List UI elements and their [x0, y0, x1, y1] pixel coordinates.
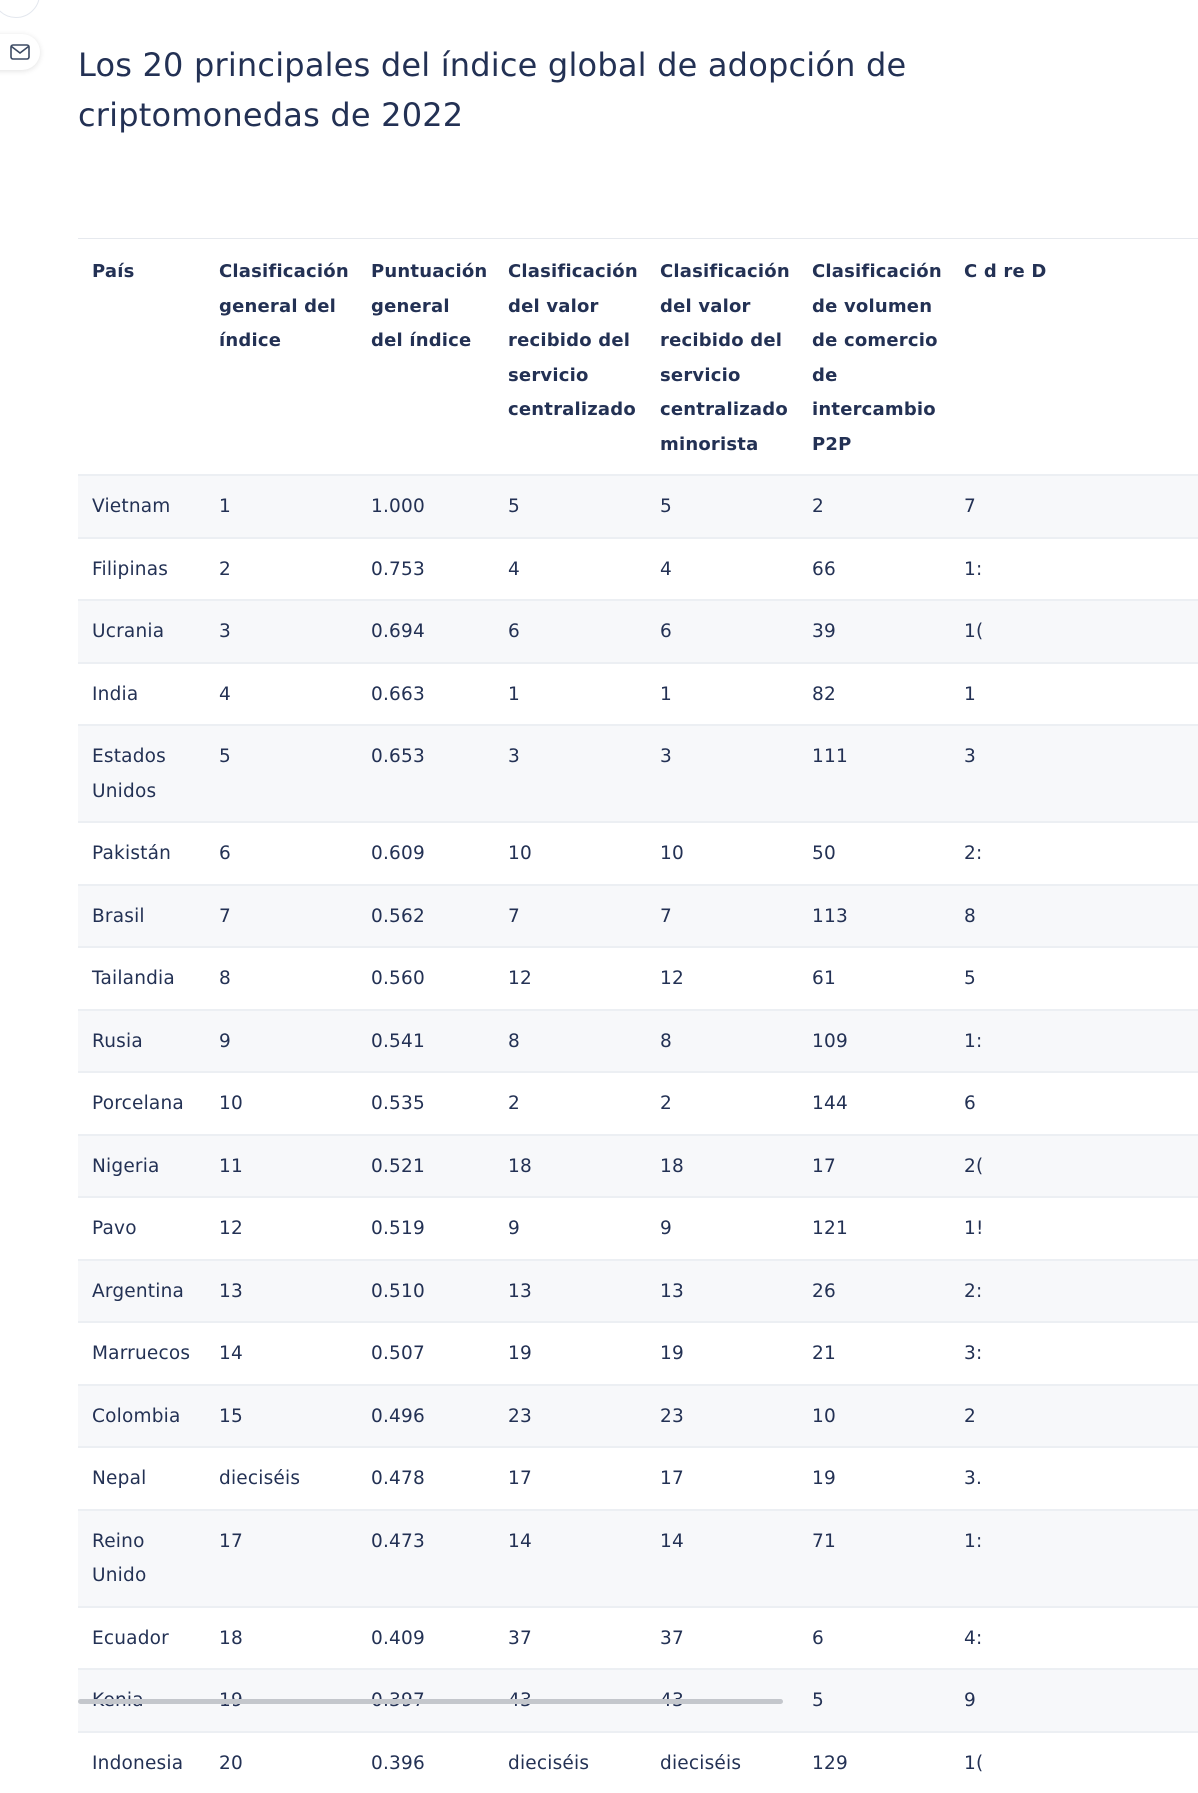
cell-retail-centralized-rank: 6 [646, 600, 798, 663]
cell-retail-centralized-rank: 8 [646, 1010, 798, 1073]
table-row [78, 475, 1198, 538]
table-row [78, 1607, 1198, 1670]
header-centralized-rank: Clasificación del valor recibido del servicio centralizado [494, 239, 646, 476]
cell-overall-score: 0.663 [357, 663, 494, 726]
cell-centralized-rank: 9 [494, 1197, 646, 1260]
cell-retail-centralized-rank: 12 [646, 947, 798, 1010]
cell-retail-centralized-rank: 14 [646, 1510, 798, 1607]
cell-overall-score: 0.609 [357, 822, 494, 885]
table-row [78, 663, 1198, 726]
cell-country: Tailandia [78, 947, 205, 1010]
cell-retail-centralized-rank: dieciséis [646, 1732, 798, 1793]
cell-retail-centralized-rank: 10 [646, 822, 798, 885]
cell-p2p-rank: 6 [798, 1607, 950, 1670]
cell-country: Ecuador [78, 1607, 205, 1670]
cell-retail-centralized-rank: 5 [646, 475, 798, 538]
cell-centralized-rank: 13 [494, 1260, 646, 1323]
cell-country: Ucrania [78, 600, 205, 663]
cell-overall-rank: 1 [205, 475, 357, 538]
cell-country: India [78, 663, 205, 726]
table-scroll-container[interactable] [78, 238, 978, 1704]
cell-defi-rank: 1: [950, 1510, 1198, 1607]
cell-centralized-rank: dieciséis [494, 1732, 646, 1793]
cell-country: Nepal [78, 1447, 205, 1510]
cell-country: Estados Unidos [78, 725, 205, 822]
cell-defi-rank: 3 [950, 725, 1198, 822]
cell-overall-rank: 4 [205, 663, 357, 726]
cell-defi-rank: 8 [950, 885, 1198, 948]
cell-overall-score: 0.521 [357, 1135, 494, 1198]
table-row [78, 1732, 1198, 1793]
table-row [78, 1197, 1198, 1260]
cell-retail-centralized-rank: 3 [646, 725, 798, 822]
cell-overall-score: 0.541 [357, 1010, 494, 1073]
cell-p2p-rank: 61 [798, 947, 950, 1010]
page-title: Los 20 principales del índice global de adopción de criptomonedas de 2022 [78, 40, 978, 140]
table-row [78, 1385, 1198, 1448]
cell-retail-centralized-rank: 7 [646, 885, 798, 948]
cell-overall-score: 0.519 [357, 1197, 494, 1260]
cell-defi-rank: 9 [950, 1669, 1198, 1732]
cell-overall-score: 0.478 [357, 1447, 494, 1510]
cell-overall-score: 0.507 [357, 1322, 494, 1385]
cell-defi-rank: 1 [950, 663, 1198, 726]
cell-p2p-rank: 5 [798, 1669, 950, 1732]
header-defi-rank: C d re D [950, 239, 1198, 476]
cell-p2p-rank: 82 [798, 663, 950, 726]
cell-p2p-rank: 2 [798, 475, 950, 538]
cell-defi-rank: 3. [950, 1447, 1198, 1510]
cell-overall-rank: 12 [205, 1197, 357, 1260]
table-row [78, 1072, 1198, 1135]
cell-defi-rank: 1! [950, 1197, 1198, 1260]
table-row [78, 1010, 1198, 1073]
header-p2p-rank: Clasificación de volumen de comercio de intercambio P2P [798, 239, 950, 476]
cell-retail-centralized-rank: 37 [646, 1607, 798, 1670]
table-row [78, 538, 1198, 601]
cell-p2p-rank: 129 [798, 1732, 950, 1793]
cell-country: Pakistán [78, 822, 205, 885]
cell-centralized-rank: 19 [494, 1322, 646, 1385]
cell-centralized-rank: 37 [494, 1607, 646, 1670]
cell-country: Marruecos [78, 1322, 205, 1385]
cell-centralized-rank: 17 [494, 1447, 646, 1510]
mail-icon [10, 44, 30, 60]
cell-centralized-rank: 1 [494, 663, 646, 726]
cell-p2p-rank: 113 [798, 885, 950, 948]
cell-p2p-rank: 17 [798, 1135, 950, 1198]
cell-overall-rank: 13 [205, 1260, 357, 1323]
cell-p2p-rank: 121 [798, 1197, 950, 1260]
cell-overall-score: 1.000 [357, 475, 494, 538]
cell-defi-rank: 3: [950, 1322, 1198, 1385]
table-row [78, 885, 1198, 948]
cell-country: Vietnam [78, 475, 205, 538]
cell-retail-centralized-rank: 9 [646, 1197, 798, 1260]
cell-overall-rank: 6 [205, 822, 357, 885]
cell-retail-centralized-rank: 1 [646, 663, 798, 726]
cell-retail-centralized-rank: 18 [646, 1135, 798, 1198]
cell-country: Argentina [78, 1260, 205, 1323]
cell-retail-centralized-rank: 13 [646, 1260, 798, 1323]
cell-defi-rank: 5 [950, 947, 1198, 1010]
table-row [78, 1260, 1198, 1323]
cell-defi-rank: 2: [950, 822, 1198, 885]
table-header-row [78, 239, 1198, 476]
cell-overall-rank: 14 [205, 1322, 357, 1385]
table-row [78, 822, 1198, 885]
cell-centralized-rank: 3 [494, 725, 646, 822]
cell-p2p-rank: 111 [798, 725, 950, 822]
table-row [78, 600, 1198, 663]
cell-overall-score: 0.496 [357, 1385, 494, 1448]
cell-overall-rank: 15 [205, 1385, 357, 1448]
cell-country: Reino Unido [78, 1510, 205, 1607]
cell-overall-rank: dieciséis [205, 1447, 357, 1510]
cell-country: Pavo [78, 1197, 205, 1260]
cell-p2p-rank: 19 [798, 1447, 950, 1510]
cell-centralized-rank: 23 [494, 1385, 646, 1448]
cell-p2p-rank: 50 [798, 822, 950, 885]
cell-country: Indonesia [78, 1732, 205, 1793]
cell-overall-score: 0.653 [357, 725, 494, 822]
cell-centralized-rank: 7 [494, 885, 646, 948]
cell-centralized-rank: 18 [494, 1135, 646, 1198]
cell-defi-rank: 1( [950, 600, 1198, 663]
cell-overall-score: 0.510 [357, 1260, 494, 1323]
cell-country: Nigeria [78, 1135, 205, 1198]
cell-overall-rank: 9 [205, 1010, 357, 1073]
mail-button[interactable] [0, 34, 40, 70]
cell-retail-centralized-rank: 19 [646, 1322, 798, 1385]
cell-centralized-rank: 14 [494, 1510, 646, 1607]
cell-overall-rank: 2 [205, 538, 357, 601]
cell-retail-centralized-rank: 23 [646, 1385, 798, 1448]
cell-p2p-rank: 71 [798, 1510, 950, 1607]
cell-overall-rank: 3 [205, 600, 357, 663]
header-retail-centralized-rank: Clasificación del valor recibido del servicio centralizado minorista [646, 239, 798, 476]
cell-centralized-rank: 5 [494, 475, 646, 538]
cell-defi-rank: 1: [950, 1010, 1198, 1073]
cell-overall-score: 0.473 [357, 1510, 494, 1607]
cell-retail-centralized-rank: 2 [646, 1072, 798, 1135]
cell-p2p-rank: 144 [798, 1072, 950, 1135]
cell-p2p-rank: 39 [798, 600, 950, 663]
table-row [78, 947, 1198, 1010]
cell-centralized-rank: 6 [494, 600, 646, 663]
cell-overall-score: 0.562 [357, 885, 494, 948]
cell-overall-rank: 11 [205, 1135, 357, 1198]
cell-country: Brasil [78, 885, 205, 948]
cell-overall-score: 0.396 [357, 1732, 494, 1793]
cell-defi-rank: 2( [950, 1135, 1198, 1198]
cell-country: Rusia [78, 1010, 205, 1073]
cell-p2p-rank: 21 [798, 1322, 950, 1385]
cell-centralized-rank: 10 [494, 822, 646, 885]
cell-p2p-rank: 26 [798, 1260, 950, 1323]
floating-circle-button[interactable] [0, 0, 40, 18]
cell-overall-rank: 10 [205, 1072, 357, 1135]
cell-overall-rank: 7 [205, 885, 357, 948]
cell-country: Porcelana [78, 1072, 205, 1135]
table-row [78, 1322, 1198, 1385]
cell-overall-rank: 5 [205, 725, 357, 822]
cell-centralized-rank: 12 [494, 947, 646, 1010]
table-row [78, 1447, 1198, 1510]
cell-overall-rank: 20 [205, 1732, 357, 1793]
table-row [78, 1135, 1198, 1198]
cell-overall-score: 0.409 [357, 1607, 494, 1670]
cell-defi-rank: 6 [950, 1072, 1198, 1135]
cell-centralized-rank: 2 [494, 1072, 646, 1135]
cell-overall-rank: 8 [205, 947, 357, 1010]
table-body [78, 475, 1198, 1793]
header-country: País [78, 239, 205, 476]
cell-retail-centralized-rank: 4 [646, 538, 798, 601]
cell-overall-score: 0.694 [357, 600, 494, 663]
cell-overall-score: 0.560 [357, 947, 494, 1010]
cell-overall-rank: 17 [205, 1510, 357, 1607]
horizontal-scrollbar[interactable] [78, 1699, 783, 1704]
table-row [78, 725, 1198, 822]
cell-country: Filipinas [78, 538, 205, 601]
table-row [78, 1510, 1198, 1607]
cell-defi-rank: 1( [950, 1732, 1198, 1793]
adoption-index-table [78, 238, 1198, 1793]
cell-centralized-rank: 8 [494, 1010, 646, 1073]
cell-country: Colombia [78, 1385, 205, 1448]
cell-defi-rank: 4: [950, 1607, 1198, 1670]
cell-defi-rank: 7 [950, 475, 1198, 538]
cell-p2p-rank: 10 [798, 1385, 950, 1448]
cell-defi-rank: 2 [950, 1385, 1198, 1448]
cell-overall-score: 0.535 [357, 1072, 494, 1135]
cell-defi-rank: 1: [950, 538, 1198, 601]
cell-centralized-rank: 4 [494, 538, 646, 601]
cell-p2p-rank: 66 [798, 538, 950, 601]
cell-retail-centralized-rank: 17 [646, 1447, 798, 1510]
cell-defi-rank: 2: [950, 1260, 1198, 1323]
cell-overall-rank: 18 [205, 1607, 357, 1670]
cell-p2p-rank: 109 [798, 1010, 950, 1073]
cell-overall-score: 0.753 [357, 538, 494, 601]
header-overall-score: Puntuación general del índice [357, 239, 494, 476]
header-overall-rank: Clasificación general del índice [205, 239, 357, 476]
